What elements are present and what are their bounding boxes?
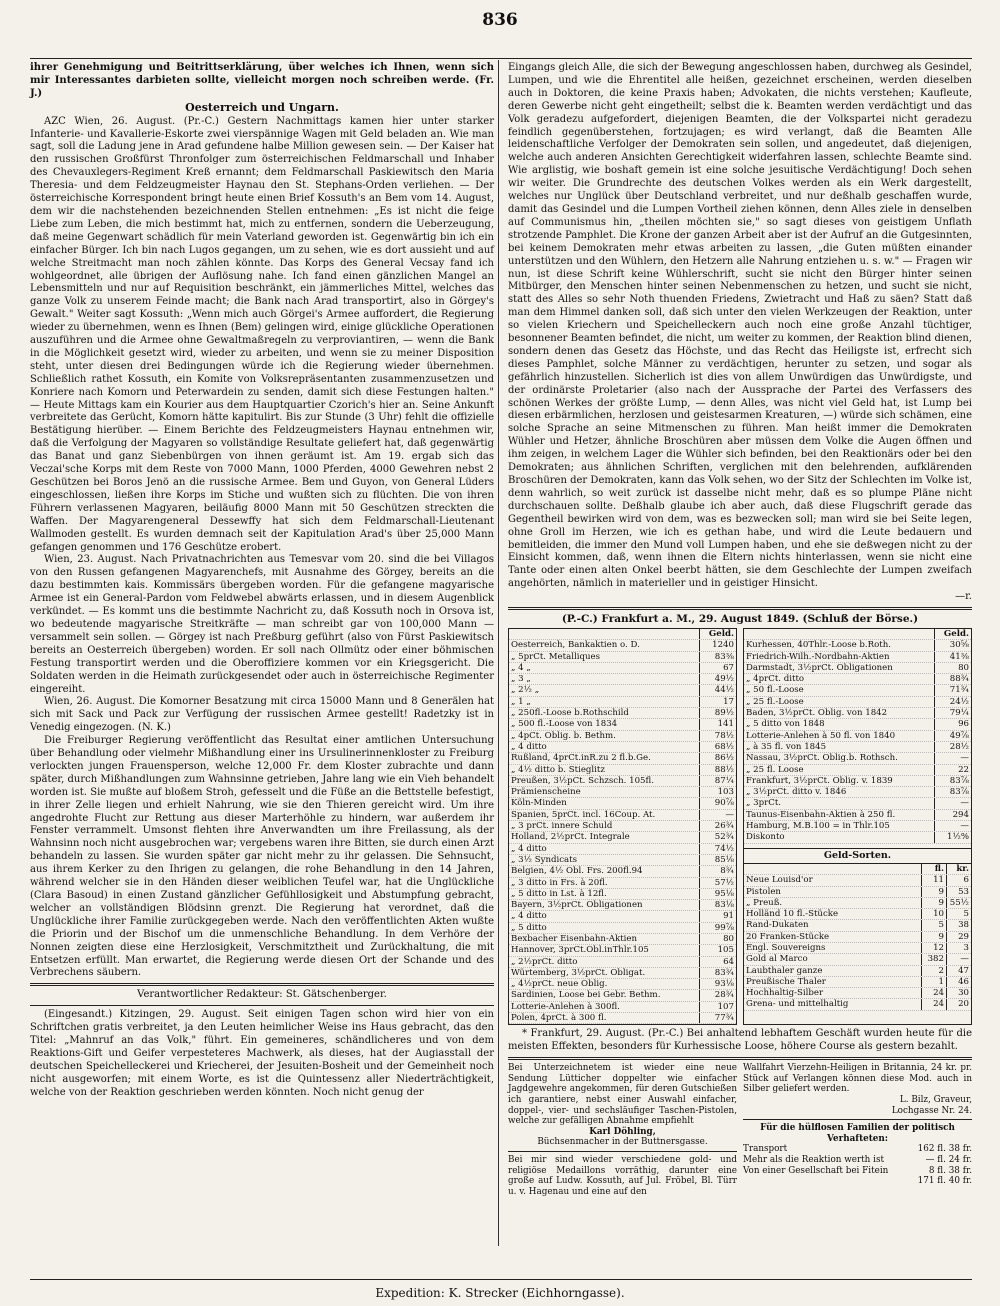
security-name: „ 5 ditto bbox=[511, 922, 547, 933]
table-row bbox=[744, 697, 971, 708]
donation-amount: 171 fl. 40 fr. bbox=[917, 1176, 972, 1187]
article-kitzingen-continued: Eingangs gleich Alle, die sich der Bewegung angeschlossen haben, durchweg als Gesindel, Lumpen, und wie die Ehrentitel alle heißen, gezeichnet erscheinen, werden dieselben auch in Doktoren, die keine Praxis haben; Advokaten, die nichts verstehen; Kaufleute, deren Gewerbe nicht geht eingetheilt; selbst die k. Beamten werden verdächtigt und das Volk geradezu aufgefordert, diejenigen Beamten, die der Volkspartei nicht geradezu feindlich gegenüberstehen, fortzujagen; es wird verlangt, daß die Beamten Alle leidenschaftliche Verfolger der Demokraten sein sollen, und angedeutet, daß diejenigen, welche auch anderen Ansichten Gerechtigkeit widerfahren lassen, schlechte Beamte sind. Wie arglistig, wie boshaft gemein ist eine solche jesuitische Verdächtigung! Doch sehen wir weiter. Die Grundrechte des deutschen Volkes werden als ein Werk dargestellt, welches nur Unglück über Deutschland verbreitet, und nur deßhalb geschaffen wurde, damit das Gesindel und die Lumpen Vortheil ziehen können, denn Alles ziele in denselben auf Communismus hin, „theilen möchten sie," so sagt dieses von geistigem Unflath strotzende Pamphlet. Die Krone der ganzen Arbeit aber ist der Aufruf an die Gutgesinnten, bei keinem Demokraten mehr etwas arbeiten zu lassen, „die Guten müßten einander unterstützen und den Wühlern, den Hetzern alle Nahrung entziehen u. s. w." — Fragen wir nun, ist diese Schrift keine Wühlerschrift, sucht sie nicht den Bürger hinter seinen Mitbürger, den Menschen hinter seinen Nebenmenschen zu hetzen, und sucht sie nicht, statt des Alles so sehr Noth thuenden Friedens, Zwietracht und Haß zu säen? Statt daß man dem Himmel danken soll, daß sich unter den vielen Werkzeugen der Reaktion, unter so vielen Kriechern und Speichelleckern auch noch eine große Anzahl tüchtiger, besonnener Beamten befindet, die nicht, um weiter zu kommen, der Reaktion blind dienen, sondern denen das Gesetz das Höchste, und das Recht das Heiligste ist, erfrecht sich dieses Pamphlet, solche Männer zu verdächtigen, herunter zu setzen, und sogar als gefährlich hinzustellen. Sicherlich ist dies von allem Unwürdigen das Unwürdigste, und der ordinärste Proletarier (also nach der Aussprache der Partei des Verfassers des schönen Werkes der größte Lump, — denn Alles, was nicht viel Geld hat, ist Lump bei diesen erbärmlichen, herzlosen und geistesarmen Kreaturen, —) würde sich schämen, eine solche Sprache an seine Mitmenschen zu führen. Man heißt immer die Demokraten Wühler und Hetzer, ähnliche Broschüren aber müssen dem Volke die Augen öffnen und ihm zeigen, in welchem Lager die Wühler sich befinden, bei den Reaktionärs oder bei den Demokraten; aus ähnlichen Schriften, verglichen mit den belehrenden, aufklärenden Broschüren der Demokraten, kann das Volk sehen, wo der Sitz der Schlechten im Volke ist, denn wahrlich, so weit zurück ist dasselbe nicht mehr, daß es so plumpe Pläne nicht durchschauen sollte. Deßhalb glaube ich aber auch, daß diese Flugschrift gerade das Gegentheil bewirken wird von dem, was es bezwecken soll; man wird sie bei Seite legen, ohne Groll im Herzen, wie ich es gethan habe, und wird die Leute bedauern und bemitleiden, die immer den Mund voll Lumpen haben, und ehe sie deßwegen nicht zu der Einsicht kommen, daß, wenn ihnen die Eltern nichts hinterlassen, wenn sie nicht eine Tante oder einen alten Onkel beerbt hätten, sie dem Geschlechte der Lumpen zweifach angehörten, nämlich in materieller und in geistiger Hinsicht. bbox=[508, 62, 972, 590]
quote-value: 103 bbox=[699, 787, 736, 797]
geld-sorten-body bbox=[744, 875, 971, 1011]
donations-list bbox=[743, 1144, 972, 1186]
table-header bbox=[744, 629, 971, 640]
table-row bbox=[509, 990, 736, 1001]
security-name: Preußen, 3½pCt. Schzsch. 105fl. bbox=[511, 775, 654, 786]
quote-value: 46 bbox=[946, 977, 971, 987]
quote-value: — bbox=[946, 954, 971, 964]
quote-value: 12 bbox=[921, 943, 946, 953]
security-name: „ 3½ Syndicats bbox=[511, 854, 578, 865]
table-row bbox=[509, 708, 736, 719]
quote-value: 38 bbox=[946, 920, 971, 930]
quote-value: 1240 bbox=[699, 640, 736, 650]
security-name: Belgien, 4½ Obl. Frs. 200fl.94 bbox=[511, 866, 643, 877]
table-row bbox=[509, 776, 736, 787]
quote-value: 83⅛ bbox=[699, 900, 736, 910]
table-row bbox=[509, 923, 736, 934]
quote-value: — bbox=[934, 753, 971, 763]
table-row bbox=[744, 652, 971, 663]
geld-sorten-header bbox=[744, 864, 971, 875]
security-name: Rußland, 4prCt.inR.zu 2 fl.b.Ge. bbox=[511, 753, 651, 764]
quote-value: 17 bbox=[699, 697, 736, 707]
quote-value: 55½ bbox=[946, 898, 971, 908]
security-name: Spanien, 5prCt. incl. 16Coup. At. bbox=[511, 809, 656, 820]
exchange-tables bbox=[508, 628, 972, 1025]
quote-value: 53 bbox=[946, 887, 971, 897]
quote-value: 90⅞ bbox=[699, 798, 736, 808]
security-name: Holland, 2½prCt. Integrale bbox=[511, 832, 630, 843]
security-name: Nassau, 3½prCt. Oblig.b. Rothsch. bbox=[746, 753, 898, 764]
table-row bbox=[509, 742, 736, 753]
security-name: Friedrich-Wilh.-Nordbahn-Aktien bbox=[746, 651, 890, 662]
ad-engraver-address: Lochgasse Nr. 24. bbox=[891, 1105, 972, 1116]
quote-value: 83⅞ bbox=[934, 787, 971, 797]
table-row bbox=[744, 832, 971, 843]
quote-value: 99⅞ bbox=[699, 923, 736, 933]
table-row bbox=[744, 821, 971, 832]
ad-medallions: Bei mir sind wieder verschiedene gold- und religiöse Medaillons vorräthig, darunter eine große auf Ludw. Kossuth, auf Jul. Fröbel, Bl. Türr u. v. Hagenau und eine auf den bbox=[508, 1154, 737, 1197]
security-name: „ 1 „ bbox=[511, 696, 531, 707]
table-row bbox=[744, 875, 971, 886]
table-row bbox=[509, 957, 736, 968]
table-row bbox=[509, 685, 736, 696]
quote-value: 3 bbox=[946, 943, 971, 953]
article-signature: —r. bbox=[955, 591, 972, 603]
table-row bbox=[509, 640, 736, 651]
table-row bbox=[744, 742, 971, 753]
quote-value: 2 bbox=[921, 966, 946, 976]
quote-value: 107 bbox=[699, 1002, 736, 1012]
quote-value: 382 bbox=[921, 954, 946, 964]
table-header bbox=[509, 629, 736, 640]
quote-value: 5 bbox=[946, 909, 971, 919]
security-name: Diskonto bbox=[746, 832, 785, 843]
table-row bbox=[509, 674, 736, 685]
article-wien-26-aug-komorn: Wien, 26. August. Die Komorner Besatzung mit circa 15000 Mann und 8 Generälen hat sich mit Sack und Pack zur Verfügung der russischen Armee gestellt! Radetzky ist in Venedig eingezogen. (N. K.) bbox=[30, 696, 494, 734]
table-row bbox=[744, 640, 971, 651]
quote-value: 26¾ bbox=[699, 821, 736, 831]
security-name: Hochhaltig-Silber bbox=[746, 988, 824, 999]
security-name: Laubthaler ganze bbox=[746, 965, 823, 976]
donation-label: Von einer Gesellschaft bei Fitein bbox=[743, 1165, 889, 1176]
security-name: Hannover, 3prCt.Obl.inThlr.105 bbox=[511, 945, 649, 956]
security-name: „ 5prCt. Metalliques bbox=[511, 651, 600, 662]
table-row bbox=[509, 900, 736, 911]
table-row bbox=[744, 954, 971, 965]
security-name: „ 4 „ bbox=[511, 662, 531, 673]
exchange-heading: (P.-C.) Frankfurt a. M., 29. August 1849. (Schluß der Börse.) bbox=[561, 613, 919, 626]
ad-gunsmith: Bei Unterzeichnetem ist wieder eine neue Sendung Lütticher doppelter wie einfacher Jagdgewehre angekommen, für deren Gutschießen ich garantiere, nebst einer Auswahl einfacher, doppel-, vier- und sechsläufiger Taschen-Pistolen, welche zur gefälligen Abnahme empfiehlt bbox=[508, 1063, 737, 1127]
table-row bbox=[509, 1002, 736, 1013]
quote-value: 294 bbox=[934, 810, 971, 820]
quote-value: 68½ bbox=[699, 742, 736, 752]
table-row bbox=[509, 652, 736, 663]
table-row bbox=[744, 765, 971, 776]
table-row bbox=[744, 731, 971, 742]
security-name: Bexbacher Eisenbahn-Aktien bbox=[511, 933, 638, 944]
quote-value: 95⅛ bbox=[699, 889, 736, 899]
ad-engraver-name: L. Bilz, Graveur, bbox=[899, 1094, 972, 1105]
security-name: „ 4 ditto bbox=[511, 843, 547, 854]
quote-value: 79¼ bbox=[934, 708, 971, 718]
security-name: Grena- und mittelhaltig bbox=[746, 999, 849, 1010]
quote-value: 87¼ bbox=[699, 776, 736, 786]
quote-value: 24 bbox=[921, 999, 946, 1009]
donation-amount: 8 fl. 38 fr. bbox=[928, 1165, 972, 1176]
divider bbox=[508, 1057, 972, 1060]
section-heading-austria: Oesterreich und Ungarn. bbox=[185, 100, 339, 114]
security-name: „ 3 „ bbox=[511, 674, 531, 685]
geld-column-header: Geld. bbox=[934, 629, 971, 639]
quote-value: 83⅜ bbox=[699, 652, 736, 662]
table-row bbox=[744, 685, 971, 696]
security-name: Neue Louisd'or bbox=[746, 875, 813, 886]
table-row bbox=[744, 977, 971, 988]
table-row bbox=[744, 999, 971, 1010]
table-row bbox=[744, 920, 971, 931]
security-name: „ 25 fl.-Loose bbox=[746, 696, 804, 707]
divider bbox=[508, 1151, 737, 1152]
quote-value: 9 bbox=[921, 898, 946, 908]
table-row bbox=[509, 855, 736, 866]
quote-value: 28½ bbox=[934, 742, 971, 752]
security-name: Hamburg, M.B.100 = in Thlr.105 bbox=[746, 821, 890, 832]
table-row bbox=[509, 968, 736, 979]
quote-value: 47 bbox=[946, 966, 971, 976]
table-row bbox=[509, 979, 736, 990]
quote-value: 20 bbox=[946, 999, 971, 1009]
table-row bbox=[509, 719, 736, 730]
quote-value: 52¾ bbox=[699, 832, 736, 842]
quote-value: — bbox=[934, 798, 971, 808]
security-name: „ 4½ ditto b. Stieglitz bbox=[511, 764, 605, 775]
divider bbox=[508, 607, 972, 610]
top-rule bbox=[30, 58, 972, 59]
security-name: „ à 35 fl. von 1845 bbox=[746, 741, 827, 752]
quote-value: 83¾ bbox=[699, 968, 736, 978]
table-row bbox=[744, 776, 971, 787]
security-name: Rand-Dukaten bbox=[746, 920, 809, 931]
quote-value: 85⅛ bbox=[699, 855, 736, 865]
donation-row bbox=[743, 1176, 972, 1187]
quote-value: 29 bbox=[946, 932, 971, 942]
security-name: Würtemberg, 3½prCt. Obligat. bbox=[511, 967, 646, 978]
security-name: Baden, 3½prCt. Oblig. von 1842 bbox=[746, 708, 888, 719]
quote-value: 41⅜ bbox=[934, 652, 971, 662]
quote-value: 5 bbox=[921, 920, 946, 930]
table-body bbox=[509, 640, 736, 1024]
quote-value: 8¾ bbox=[699, 866, 736, 876]
exchange-table-left bbox=[508, 628, 737, 1025]
table-row bbox=[509, 866, 736, 877]
donation-amount: 162 fl. 38 fr. bbox=[917, 1144, 972, 1155]
table-row bbox=[509, 1013, 736, 1024]
quote-value: 30 bbox=[946, 988, 971, 998]
table-row bbox=[744, 787, 971, 798]
geld-sorten-heading: Geld-Sorten. bbox=[744, 848, 971, 864]
kr-column-header: kr. bbox=[946, 864, 971, 874]
table-row bbox=[744, 966, 971, 977]
fl-column-header: fl. bbox=[921, 864, 946, 874]
quote-value: 10 bbox=[921, 909, 946, 919]
quote-value: 105 bbox=[699, 945, 736, 955]
article-wien-26-aug: AZC Wien, 26. August. (Pr.-C.) Gestern Nachmittags kamen hier unter starker Infanterie- und Kavallerie-Eskorte zwei vierspännige Wagen mit Geld beladen an. Wie man sagt, soll die Ladung jene in Arad gefundene halbe Million gewesen sein. — Der Kaiser hat den russischen Großfürst Thronfolger zum österreichischen Feldmarschall und Inhaber des Chevauxlegers-Regiment Kreß ernannt; dem Feldmarschall Paskiewitsch den Maria Theresia- und dem Feldzeugmeister Haynau den St. Stephans-Orden verliehen. — Der österreichische Korrespondent bringt heute einen Brief Kossuth's an Bem vom 14. August, dem wir die nachstehenden bezeichnenden Stellen entnehmen: „Es ist nicht die feige Liebe zum Leben, die mich bestimmt hat, mich zu entfernen, sondern die Ueberzeugung, daß meine Gegenwart schädlich für mein Vaterland geworden ist. Gegenwärtig bin ich ein einfacher Bürger. Ich bin nach Lugos gegangen, um zu sehen, wie es dort aussieht und auf welche Streitmacht man noch zählen könnte. Das Korps des General Vecsay fand ich wohlgeordnet, alle übrigen der Auflösung nahe. Ich fand einen gänzlichen Mangel an Lebensmitteln und nur auf Requisition beschränkt, ein jämmerliches Mittel, welches das ganze Volk zu unserem Feinde macht; die Bank nach Arad transportirt, also in Görgey's Gewalt." Weiter sagt Kossuth: „Wenn mich auch Görgei's Armee auffordert, die Regierung wieder zu übernehmen, wenn es Ihnen (Bem) gelingen wird, einige glückliche Operationen auszuführen und die Armee ohne Gewaltmaßregeln zu verproviantiren, — wenn die Bank in die Möglichkeit gesetzt wird, wieder zu arbeiten, und wenn sie zu meiner Disposition steht, unter diesen drei Bedingungen würde ich die Regierung wieder übernehmen. Schließlich rathet Kossuth, ein Komite von Volksrepräsentanten zusammenzusetzen und Konriere nach Komorn und Peterwardein zu senden, damit sich diese Festungen halten." — Heute Mittags kam ein Kourier aus dem Hauptquartier Czorich's hier an. Seine Ankunft verbreitete das Gerücht, Komorn hätte kapitulirt. Bis zur Stunde (3 Uhr) fehlt die offizielle Bestätigung hierüber. — Einem Berichte des Feldzeugmeisters Haynau entnehmen wir, daß die Verfolgung der Magyaren so vollständige Resultate geliefert hat, daß gegenwärtig das Banat und ganz Siebenbürgen von ihnen geräumt ist. Am 19. ergab sich das Veczai'sche Korps mit dem Reste von 7000 Mann, 1000 Pferden, 4000 Gewehren nebst 2 Geschützen bei Boros Jenö an die russische Armee. Bem und Guyon, von General Lüders eingeschlossen, ließen ihre Korps im Stiche und wußten sich zu flüchten. Die von ihren Führern verlassenen Magyaren, beiläufig 8000 Mann mit 50 Geschützen streckten die Waffen. Der Magyarengeneral Dessewffy hat sich dem Feldmarschall-Lieutenant Wallmoden gestellt. Es wurden demnach seit der Kapitulation Arad's über 25,000 Mann gefangen genommen und 176 Geschütze erobert. bbox=[30, 115, 494, 553]
quote-value: 44½ bbox=[699, 685, 736, 695]
donation-label: Mehr als die Reaktion werth ist bbox=[743, 1154, 885, 1165]
quote-value: 24½ bbox=[934, 697, 971, 707]
table-row bbox=[509, 945, 736, 956]
quote-value: 6 bbox=[946, 875, 971, 885]
table-row bbox=[744, 719, 971, 730]
quote-value: 80 bbox=[934, 663, 971, 673]
table-row bbox=[744, 663, 971, 674]
security-name: „ 3 prCt. innere Schuld bbox=[511, 821, 613, 832]
quote-value: 91 bbox=[699, 911, 736, 921]
quote-value: — bbox=[934, 821, 971, 831]
security-name: „ 4prCt. ditto bbox=[746, 674, 805, 685]
security-name: Frankfurt, 3½prCt. Oblig. v. 1839 bbox=[746, 775, 893, 786]
donation-row bbox=[743, 1166, 972, 1177]
quote-value: 57½ bbox=[699, 878, 736, 888]
quote-value: 9 bbox=[921, 887, 946, 897]
quote-value: — bbox=[699, 810, 736, 820]
security-name: Prämienscheine bbox=[511, 787, 581, 798]
table-row bbox=[744, 988, 971, 999]
article-continuation: ihrer Genehmigung und Beitrittserklärung, über welches ich Ihnen, wenn sich mir Interessantes darbieten sollte, vielleicht morgen noch schreiben werde. (Fr. J.) bbox=[30, 62, 494, 99]
quote-value: 67 bbox=[699, 663, 736, 673]
quote-value: 141 bbox=[699, 719, 736, 729]
footer-rule bbox=[30, 1279, 972, 1280]
table-row bbox=[509, 663, 736, 674]
security-name: „ 4 ditto bbox=[511, 741, 547, 752]
security-name: Lotterie-Anlehen à 50 fl. von 1840 bbox=[746, 730, 896, 741]
table-row bbox=[744, 898, 971, 909]
footer-expedition: Expedition: K. Strecker (Eichhorngasse). bbox=[375, 1286, 625, 1300]
quote-value: 49⅞ bbox=[934, 731, 971, 741]
quote-value: 49½ bbox=[699, 674, 736, 684]
table-row bbox=[509, 798, 736, 809]
quote-value: 71¾ bbox=[934, 685, 971, 695]
table-row bbox=[509, 731, 736, 742]
editor-line: Verantwortlicher Redakteur: St. Gätschenberger. bbox=[137, 989, 387, 1001]
left-column bbox=[30, 62, 494, 1100]
security-name: Darmstadt, 3½prCt. Obligationen bbox=[746, 662, 893, 673]
ad-pilgrimage-medal: Wallfahrt Vierzehn-Heiligen in Britannia, 24 kr. pr. Stück auf Verlangen können diese Mod. auch in Silber geliefert werden. bbox=[743, 1063, 972, 1095]
article-freiburg: Die Freiburger Regierung veröffentlicht das Resultat einer amtlichen Untersuchung über Behandlung oder vielmehr Mißhandlung einer ins Ursulinerinnenkloster zu Freiburg verlockten jungen Frauensperson, welche 12,000 Fr. dem Kloster zubrachte und dann später, durch Mißhandlungen zum Wahnsinne getrieben, Jahre lang wie ein Vieh behandelt worden ist. Sie mußte auf bloßem Stroh, gefesselt und die Füße an die Bettstelle befestigt, in ihrer Zelle liegen und erhielt Nahrung, wie sie den Thieren gereicht wird. Um ihre angedrohte Flucht zur Rettung aus dieser Marterhöhle zu hindern, war außerdem ihr Fenster verrammelt. Umsonst flehten ihre Anverwandten um ihre Freilassung, als der Wahnsinn noch nicht ausgebrochen war; vergebens waren ihre Bitten, sie durch einen Arzt behandeln zu lassen. Sie wurden später gar nicht mehr zu ihr gelassen. Die Sehnsucht, aus ihrem Kerker zu den Ihrigen zu gelangen, die rohe Behandlung in den 14 Jahren, während welcher sie in den Händen dieser weiblichen Teufel war, hat die Unglückliche (Clara Basoud) in einen Zustand gänzlicher Gefühllosigkeit und Abstumpfung gebracht, welcher an vollständigen Blödsinn grenzt. Die Regierung hat verordnet, daß die Unglückliche ihrer Familie zurückgegeben werde. Nach den veröffentlichten Akten wußte die Priorin und der Bischof um die unmenschliche Behandlung. In dem Verhöre der Nonnen zeigten diese eine Herzlosigkeit, Verschmitztheit und Zurückhaltung, die mit Entsetzen erfüllt. Man erwartet, die Regierung werde diesen Ort der Schande und des Verbrechens säubern. bbox=[30, 735, 494, 979]
donation-amount: — fl. 24 fr. bbox=[925, 1154, 972, 1165]
security-name: „ 4pCt. Oblig. b. Bethm. bbox=[511, 730, 616, 741]
table-row bbox=[509, 810, 736, 821]
table-row bbox=[509, 787, 736, 798]
donations-heading: Für die hülflosen Familien der politisch Verhafteten: bbox=[760, 1123, 955, 1144]
quote-value: 64 bbox=[699, 957, 736, 967]
advertisements bbox=[508, 1063, 972, 1197]
column-rule bbox=[498, 60, 499, 1246]
table-body bbox=[744, 640, 971, 843]
security-name: Gold al Marco bbox=[746, 954, 808, 965]
security-name: 20 Franken-Stücke bbox=[746, 931, 830, 942]
quote-value: 30⅝ bbox=[934, 640, 971, 650]
quote-value: 28¾ bbox=[699, 990, 736, 1000]
security-name: „ 4 ditto bbox=[511, 911, 547, 922]
quote-value: 80 bbox=[699, 934, 736, 944]
security-name: „ 2½ „ bbox=[511, 685, 540, 696]
quote-value: 88¾ bbox=[934, 674, 971, 684]
security-name: „ 5 ditto von 1848 bbox=[746, 719, 825, 730]
security-name: Pistolen bbox=[746, 886, 781, 897]
security-name: „ 4½prCt. neue Oblig. bbox=[511, 979, 608, 990]
security-name: „ 2½prCt. ditto bbox=[511, 956, 578, 967]
donation-row bbox=[743, 1155, 972, 1166]
ad-left bbox=[508, 1063, 737, 1197]
table-row bbox=[744, 753, 971, 764]
donation-label: Transport bbox=[743, 1144, 788, 1155]
divider bbox=[30, 983, 494, 986]
table-row bbox=[509, 889, 736, 900]
security-name: Taunus-Eisenbahn-Aktien à 250 fl. bbox=[746, 809, 896, 820]
divider bbox=[30, 1005, 494, 1006]
table-row bbox=[744, 798, 971, 809]
quote-value: 88½ bbox=[699, 765, 736, 775]
quote-value: 1½% bbox=[934, 832, 971, 842]
security-name: Holländ 10 fl.-Stücke bbox=[746, 909, 839, 920]
article-wien-23-aug: Wien, 23. August. Nach Privatnachrichten aus Temesvar vom 20. sind die bei Villagos von den Russen gefangenen Magyarenchefs, mit Ausnahme des Görgey, bereits an die dazu bestimmten kais. Kommissärs übergeben worden. Für die gefangene magyarische Armee ist ein General-Pardon vom Feldwebel abwärts erlassen, und in diesem Augenblick verkündet. — Es kommt uns die bestimmte Nachricht zu, daß Kossuth noch in Orsova ist, wo bedeutende magyarische Streitkräfte — man schreibt gar von 100,000 Mann — versammelt sein sollen. — Görgey ist nach Preßburg geführt (also von Fürst Paskiewitsch bereits an Oesterreich übergeben) worden. Er soll nach Ollmütz oder einer böhmischen Festung transportirt werden und die Oberoffiziere kommen vor ein Kriegsgericht. Die Soldaten werden in die Heimath zurückgesendet oder auch in österreichische Regimenter eingereiht. bbox=[30, 554, 494, 695]
security-name: „ 3prCt. bbox=[746, 798, 782, 809]
quote-value: 77¾ bbox=[699, 1013, 736, 1023]
security-name: „ 25 fl. Loose bbox=[746, 764, 804, 775]
article-kitzingen: (Eingesandt.) Kitzingen, 29. August. Seit einigen Tagen schon wird hier von ein Schriftchen gratis verbreitet, ja den Leuten heimlicher Weise ins Haus gebracht, das den Titel: „Mahnruf an das Volk," führt. Ein gemeineres, schändlicheres und von dem Reaktions-Gift und Geifer verpesteteres Machwerk, als dieses, hat der Augiasstall der deutschen Speichelleckerei und Kriecherei, der Jesuiten-Bosheit und der Gemeinheit noch nicht ausgeworfen; mit einem Worte, es ist die Quintessenz aller Niederträchtigkeit, welche von der Reaktion geschrieben werden könnten. Noch nicht genug der bbox=[30, 1009, 494, 1098]
security-name: Oesterreich, Bankaktien o. D. bbox=[511, 640, 640, 651]
table-row bbox=[509, 765, 736, 776]
table-row bbox=[509, 878, 736, 889]
security-name: Bayern, 3½prCt. Obligationen bbox=[511, 900, 643, 911]
table-row bbox=[509, 753, 736, 764]
quote-value: 89½ bbox=[699, 708, 736, 718]
ad-right bbox=[743, 1063, 972, 1197]
security-name: „ Preuß. bbox=[746, 897, 783, 908]
table-row bbox=[509, 934, 736, 945]
quote-value: 22 bbox=[934, 765, 971, 775]
security-name: Kurhessen, 40Thlr.-Loose b.Roth. bbox=[746, 640, 892, 651]
security-name: Lotterie-Anlehen à 300fl. bbox=[511, 1001, 620, 1012]
security-name: „ 500 fl.-Loose von 1834 bbox=[511, 719, 618, 730]
table-row bbox=[509, 911, 736, 922]
quote-value: 96 bbox=[934, 719, 971, 729]
table-row bbox=[744, 943, 971, 954]
security-name: Preußische Thaler bbox=[746, 976, 826, 987]
security-name: „ 3 ditto in Frs. à 20fl. bbox=[511, 877, 608, 888]
quote-value: 78½ bbox=[699, 731, 736, 741]
quote-value: 93⅛ bbox=[699, 979, 736, 989]
security-name: „ 5 ditto in Lst. à 12fl. bbox=[511, 888, 607, 899]
page-number: 836 bbox=[482, 10, 518, 30]
quote-value: 24 bbox=[921, 988, 946, 998]
table-row bbox=[744, 932, 971, 943]
table-row bbox=[509, 844, 736, 855]
right-column bbox=[508, 62, 972, 1197]
quote-value: 9 bbox=[921, 932, 946, 942]
quote-value: 1 bbox=[921, 977, 946, 987]
table-row bbox=[744, 810, 971, 821]
table-row bbox=[509, 832, 736, 843]
table-row bbox=[509, 821, 736, 832]
quote-value: 74½ bbox=[699, 844, 736, 854]
quote-value: 11 bbox=[921, 875, 946, 885]
quote-value: 83⅞ bbox=[934, 776, 971, 786]
table-row bbox=[744, 708, 971, 719]
security-name: „ 50 fl.-Loose bbox=[746, 685, 804, 696]
table-row bbox=[509, 697, 736, 708]
security-name: „ 3½prCt. ditto v. 1846 bbox=[746, 787, 847, 798]
donation-row bbox=[743, 1144, 972, 1155]
table-row bbox=[744, 887, 971, 898]
geld-column-header: Geld. bbox=[699, 629, 736, 639]
article-frankfurt-market: * Frankfurt, 29. August. (Pr.-C.) Bei anhaltend lebhaftem Geschäft wurden heute für die meisten Effekten, besonders für Kurhessische Loose, höhere Course als gestern bezahlt. bbox=[508, 1028, 972, 1053]
exchange-table-right bbox=[743, 628, 972, 1025]
table-row bbox=[744, 674, 971, 685]
quote-value: 86½ bbox=[699, 753, 736, 763]
security-name: „ 250fl.-Loose b.Rothschild bbox=[511, 708, 629, 719]
security-name: Polen, 4prCt. à 300 fl. bbox=[511, 1013, 607, 1024]
ad-gunsmith-name: Karl Döhling, bbox=[589, 1126, 656, 1137]
ad-gunsmith-address: Büchsenmacher in der Buttnersgasse. bbox=[537, 1137, 708, 1148]
divider bbox=[743, 1119, 972, 1120]
security-name: Engl. Souvereigns bbox=[746, 942, 826, 953]
table-row bbox=[744, 909, 971, 920]
security-name: Sardinien, Loose bei Gebr. Bethm. bbox=[511, 990, 661, 1001]
security-name: Köln-Minden bbox=[511, 798, 567, 809]
